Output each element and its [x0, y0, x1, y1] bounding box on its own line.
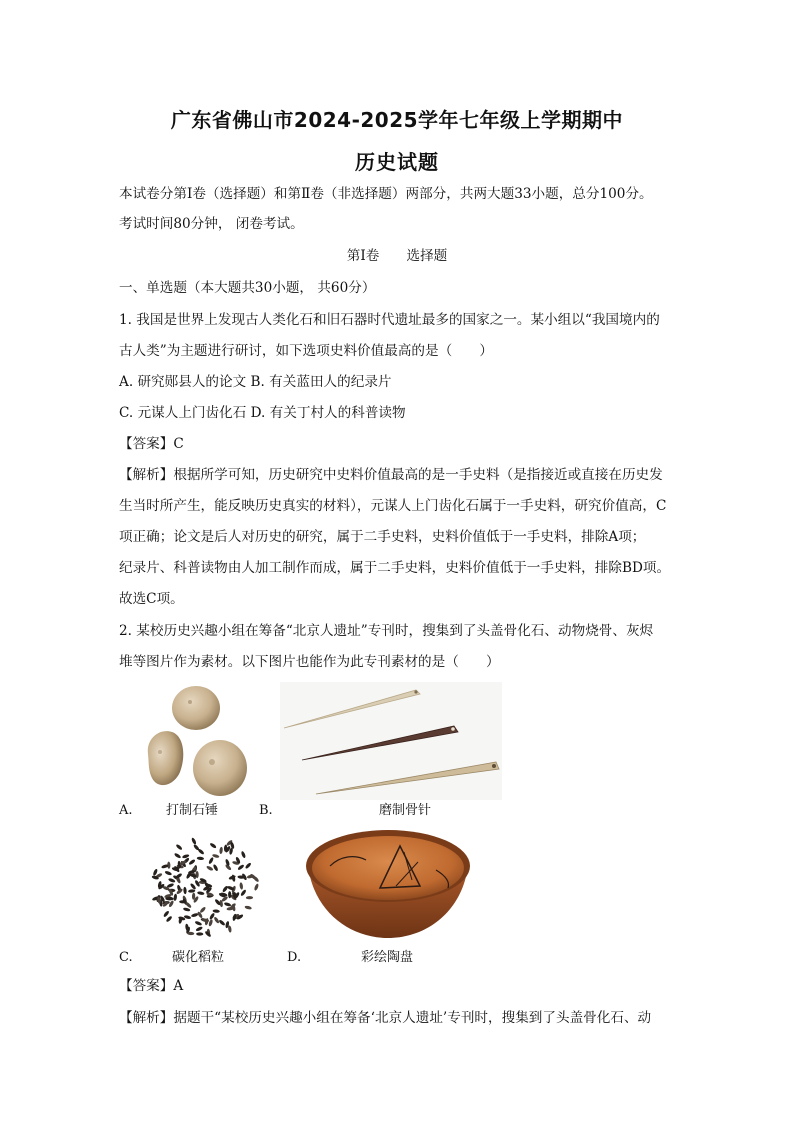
- rice-grain: [245, 862, 252, 869]
- stone-hammer-image: [140, 682, 250, 802]
- q1-stem-line-1: 1. 我国是世界上发现古人类化石和旧石器时代遗址最多的国家之一。某小组以“我国境内的: [119, 312, 660, 328]
- q1-analysis-line-4: 纪录片、科普读物由人加工制作而成，属于二手史料，史料价值低于一手史料，排除BD项。: [119, 560, 671, 576]
- rice-grain: [173, 894, 177, 902]
- rice-grain: [237, 864, 245, 871]
- rice-grain: [239, 882, 243, 890]
- rice-grain: [206, 865, 214, 871]
- q2-stem-line-2: 堆等图片作为素材。以下图片也能作为此专刊素材的是（ ）: [119, 654, 500, 670]
- rice-grain: [174, 852, 182, 859]
- q1-analysis-line-1: 【解析】根据所学可知，历史研究中史料价值最高的是一手史料（是指接近或直接在历史发: [119, 467, 663, 483]
- rice-grain: [194, 920, 202, 926]
- rice-grain: [244, 905, 252, 910]
- rice-grain: [246, 896, 253, 899]
- intro-line-2: 考试时间80分钟， 闭卷考试。: [119, 216, 304, 232]
- rice-grain: [241, 851, 247, 859]
- rice-grain: [218, 919, 226, 926]
- q2-option-a-letter: A.: [119, 803, 133, 818]
- q2-option-d-caption: 彩绘陶盘: [361, 950, 414, 965]
- page-subtitle: 历史试题: [355, 150, 439, 174]
- rice-grain: [197, 856, 204, 860]
- rice-grain: [240, 889, 247, 897]
- painted-pottery-image: [300, 826, 476, 942]
- q1-answer: 【答案】C: [119, 436, 184, 452]
- rice-grain: [208, 919, 213, 927]
- rice-grain: [191, 837, 197, 845]
- rice-grain: [190, 883, 197, 891]
- section-title: 第Ⅰ卷 选择题: [346, 248, 448, 264]
- rice-grain: [191, 913, 199, 918]
- part-title: 一、单选题（本大题共30小题， 共60分）: [119, 280, 376, 296]
- rice-grain: [164, 870, 172, 876]
- bone-needle-image: [280, 682, 502, 800]
- rice-grain: [196, 932, 203, 935]
- q2-option-c-caption: 碳化稻粒: [172, 950, 225, 965]
- rice-grain: [165, 915, 172, 922]
- rice-grain: [212, 909, 219, 913]
- rice-grain: [188, 859, 196, 866]
- q2-option-b-caption: 磨制骨针: [379, 803, 432, 818]
- rice-grain: [254, 883, 260, 891]
- q2-option-a-caption: 打制石锤: [166, 803, 219, 818]
- rice-grain: [183, 907, 191, 912]
- page-title: 广东省佛山市2024-2025学年七年级上学期期中: [170, 108, 624, 132]
- rice-grain: [212, 864, 218, 872]
- q2-stem-line-1: 2. 某校历史兴趣小组在筹备“北京人遗址”专刊时，搜集到了头盖骨化石、动物烧骨、灰烬: [119, 623, 654, 639]
- rice-grain: [219, 847, 223, 855]
- rice-grain: [224, 902, 232, 907]
- q1-analysis-line-5: 故选C项。: [119, 591, 184, 607]
- q1-stem-line-2: 古人类”为主题进行研讨，如下选项史料价值最高的是（ ）: [119, 343, 493, 359]
- q1-analysis-line-2: 生当时所产生，能反映历史真实的材料），元谋人上门齿化石属于一手史料，研究价值高，C: [119, 498, 667, 514]
- rice-grain: [199, 906, 206, 913]
- rice-grain: [183, 887, 187, 894]
- q2-option-c-letter: C.: [119, 950, 133, 965]
- rice-grain: [209, 842, 217, 849]
- q1-analysis-line-3: 项正确；论文是后人对历史的研究，属于二手史料，史料价值低于一手史料，排除A项；: [119, 529, 646, 545]
- rice-grain: [168, 900, 174, 908]
- rice-grain: [228, 891, 231, 898]
- carbonized-rice-image: [140, 830, 270, 942]
- rice-grain: [194, 879, 201, 887]
- intro-line-1: 本试卷分第Ⅰ卷（选择题）和第Ⅱ卷（非选择题）两部分，共两大题33小题，总分100分。: [119, 186, 653, 202]
- rice-grain: [188, 889, 195, 893]
- rice-grain: [163, 910, 170, 918]
- rice-grain: [208, 857, 214, 865]
- q2-analysis-line-1: 【解析】据题干“某校历史兴趣小组在筹备‘北京人遗址’专刊时，搜集到了头盖骨化石、动: [119, 1010, 652, 1026]
- rice-grain: [168, 878, 176, 884]
- rice-grain: [195, 926, 203, 932]
- q2-answer: 【答案】A: [119, 978, 184, 994]
- rice-grain: [222, 885, 229, 893]
- q1-options-line-1: A. 研究郧县人的论文 B. 有关蓝田人的纪录片: [119, 374, 392, 390]
- rice-grain: [197, 891, 205, 895]
- q1-options-line-2: C. 元谋人上门齿化石 D. 有关丁村人的科普读物: [119, 405, 406, 421]
- q2-option-d-letter: D.: [287, 950, 302, 965]
- q2-option-b-letter: B.: [259, 803, 273, 818]
- rice-grain: [175, 844, 183, 851]
- rice-grain: [213, 916, 220, 924]
